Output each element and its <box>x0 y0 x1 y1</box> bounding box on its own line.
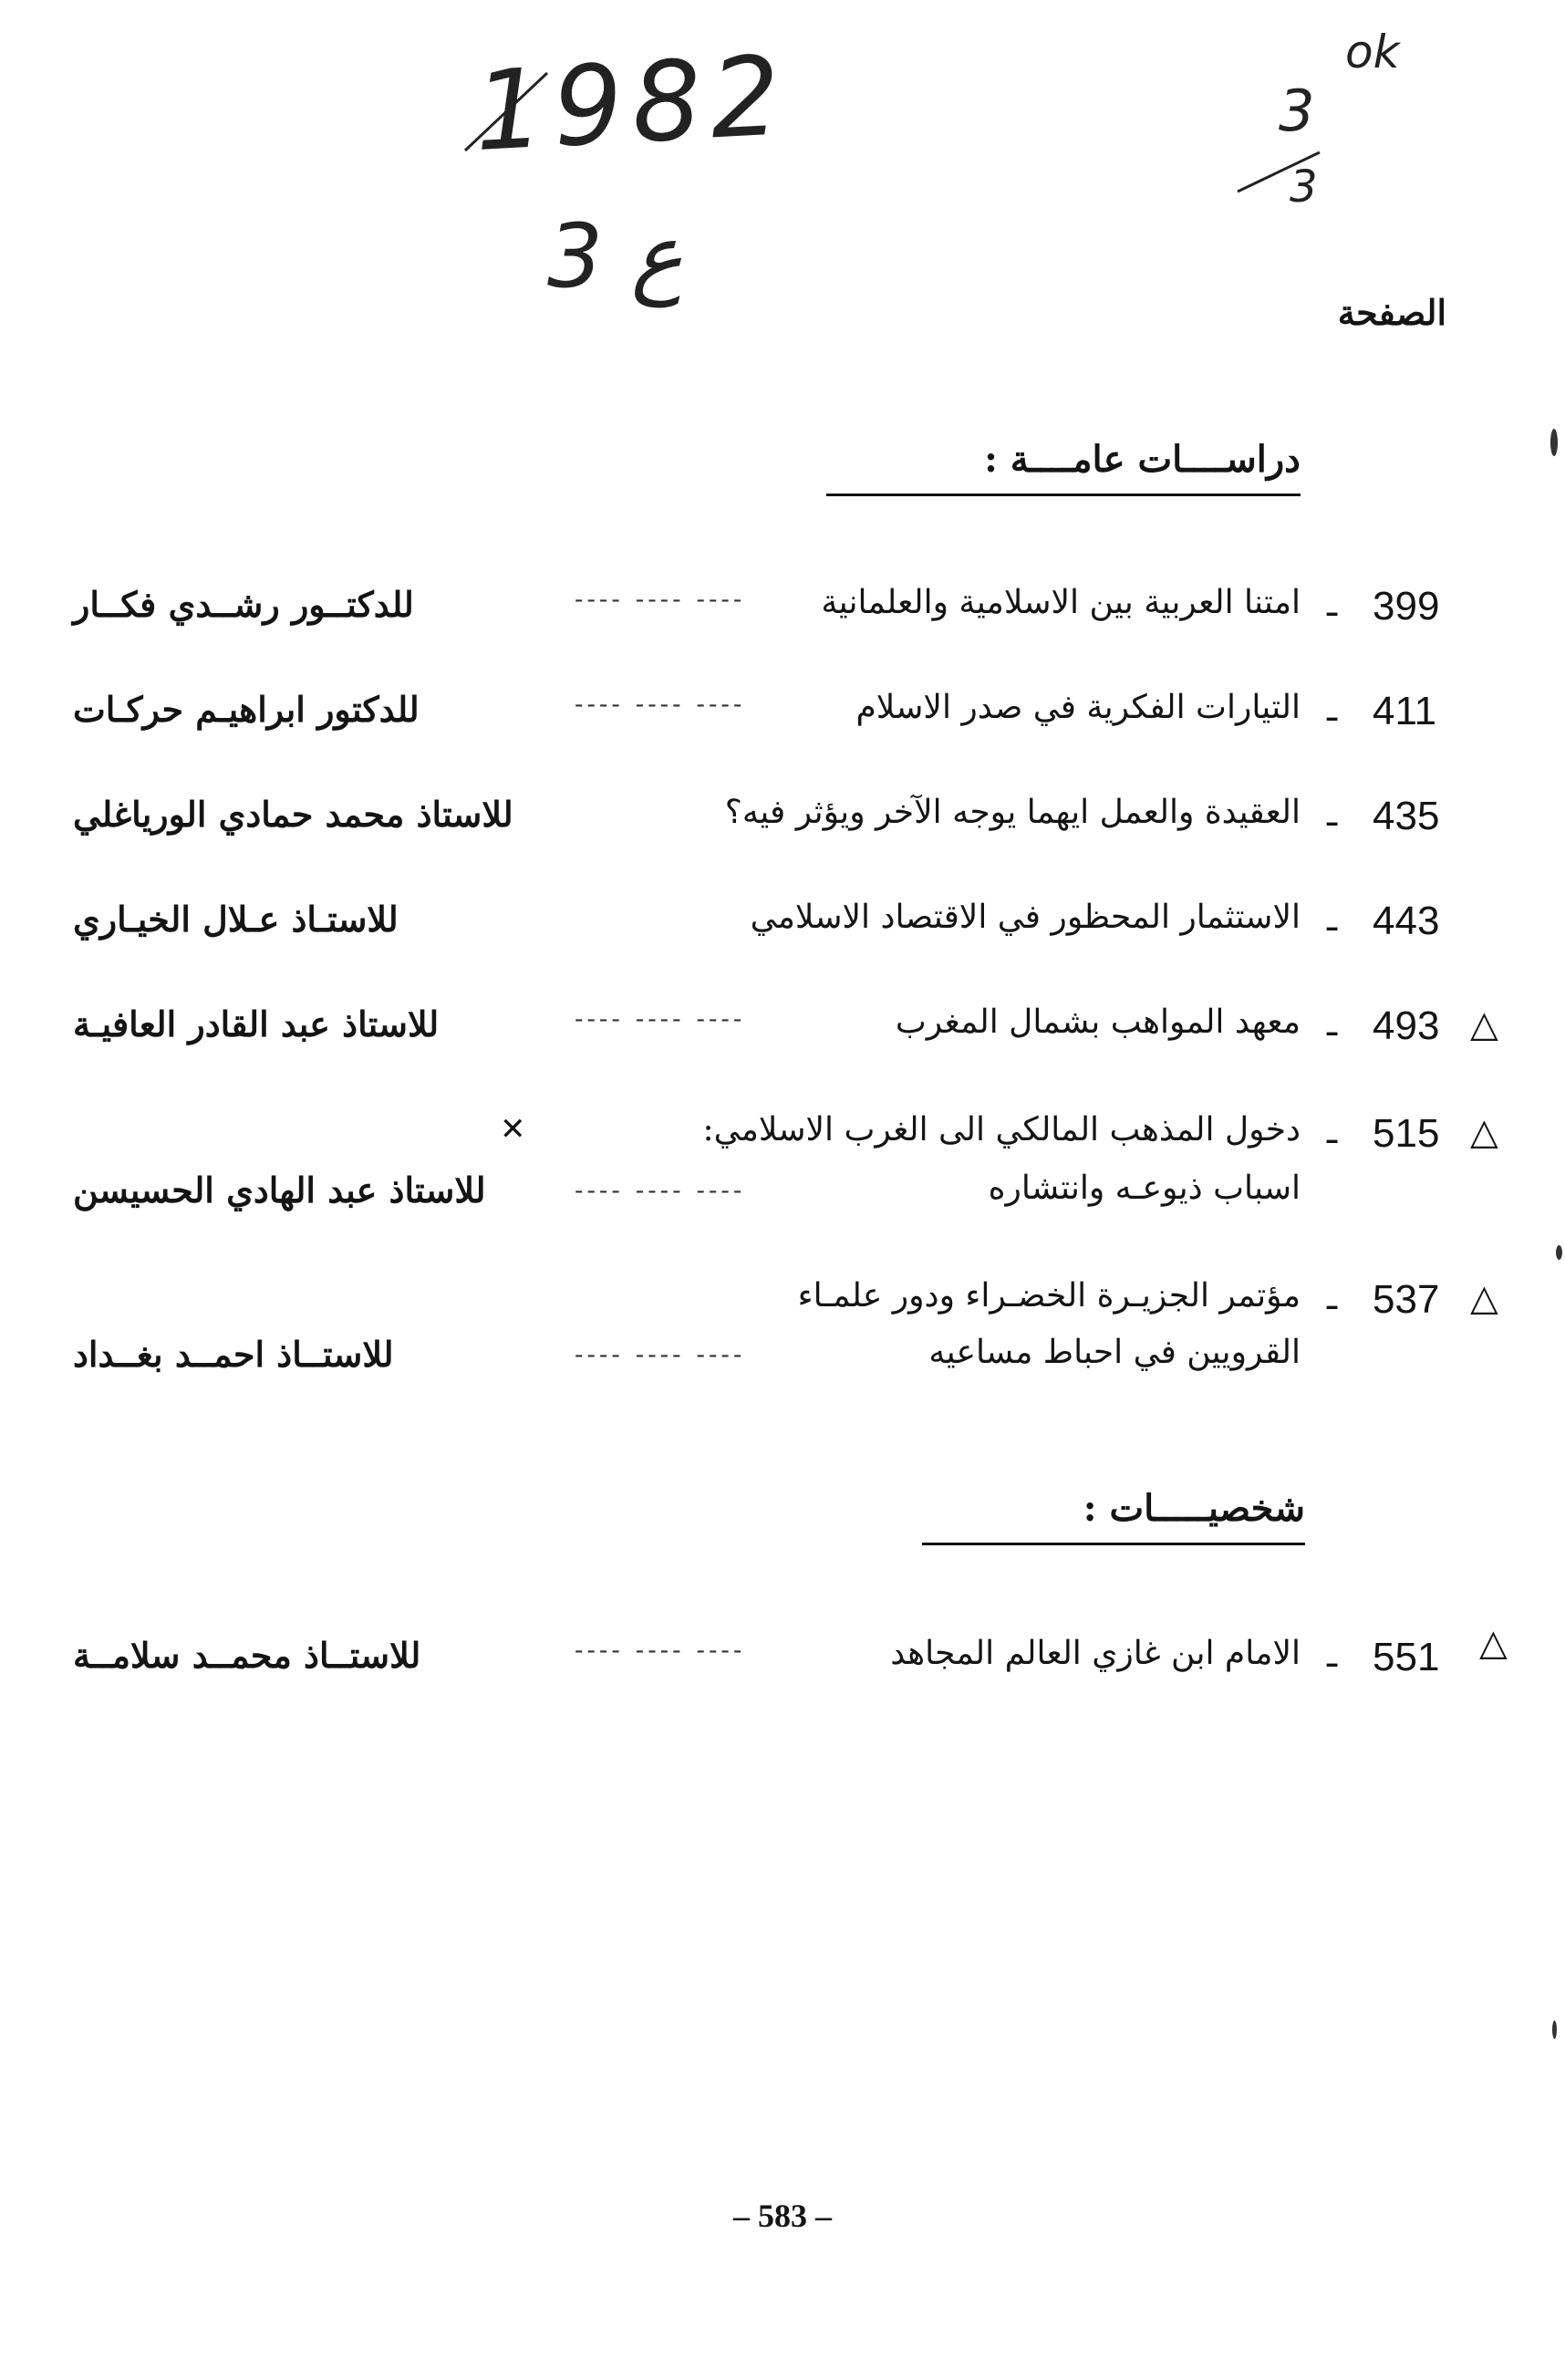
entry-dash: ـ <box>1327 584 1338 624</box>
entry-dash: ـ <box>1327 689 1338 729</box>
section-heading-personalities: شخصيـــــات : <box>922 1487 1305 1545</box>
toc-entry <box>0 899 1565 953</box>
entry-title: التيارات الفكرية في صدر الاسلام <box>855 689 1301 726</box>
entry-leader: ---- ---- ---- <box>575 1339 746 1369</box>
triangle-mark-icon: △ <box>1479 1622 1508 1664</box>
entry-page-number: 399 <box>1373 584 1440 629</box>
entry-title: الاستثمار المحظور في الاقتصاد الاسلامي <box>750 899 1301 936</box>
entry-author: للاستاذ عبد القادر العافيـة <box>73 1003 440 1044</box>
entry-dash: ـ <box>1327 1277 1338 1317</box>
entry-page-number: 411 <box>1373 689 1437 733</box>
handwritten-ok: ok <box>1345 26 1400 78</box>
entry-author: للدكتــور رشــدي فكــار <box>73 584 414 625</box>
triangle-mark-icon: △ <box>1470 1277 1498 1319</box>
scan-speck <box>1550 429 1558 456</box>
handwritten-code: 3 ع <box>547 205 683 307</box>
handwritten-fraction <box>1233 78 1333 214</box>
entry-dash: ـ <box>1327 794 1338 834</box>
entry-title: امتنا العربية بين الاسلامية والعلمانية <box>821 584 1301 621</box>
entry-dash: ـ <box>1327 899 1338 939</box>
entry-dash: ـ <box>1327 1635 1338 1675</box>
scan-speck <box>1556 1245 1562 1260</box>
toc-entry <box>0 689 1565 743</box>
entry-page-number: 515 <box>1373 1111 1440 1156</box>
entry-page-number: 551 <box>1373 1635 1440 1679</box>
handwritten-x-mark-icon: ✕ <box>500 1111 526 1148</box>
page-number: – 583 – <box>733 2198 832 2234</box>
entry-author: للاستاذ محمد حمادي الورياغلي <box>73 794 513 835</box>
entry-leader: ---- ---- ---- <box>575 689 746 719</box>
entry-title-continued: القرويين في احباط مساعيه <box>928 1334 1301 1371</box>
triangle-mark-icon: △ <box>1470 1111 1498 1153</box>
entry-leader: ---- ---- ---- <box>575 584 746 614</box>
entry-leader: ---- ---- ---- <box>575 1003 746 1034</box>
toc-entry <box>0 1003 1565 1058</box>
entry-title: معهد المواهب بشمال المغرب <box>895 1003 1301 1041</box>
entry-title-continued: اسباب ذيوعـه وانتشاره <box>988 1169 1301 1207</box>
section-heading-general-studies: دراســــات عامــــة : <box>826 438 1301 496</box>
entry-author: للاستاذ عبد الهادي الحسيسن <box>73 1169 486 1211</box>
toc-entry <box>0 584 1565 639</box>
scan-speck <box>1552 2021 1557 2039</box>
fraction-denominator: 3 <box>1290 161 1318 213</box>
entry-page-number: 493 <box>1373 1003 1440 1048</box>
entry-title: مؤتمر الجزيـرة الخضـراء ودور علمـاء <box>797 1277 1301 1315</box>
entry-author: للاستــاذ محمــد سلامــة <box>73 1635 421 1676</box>
entry-title: العقيدة والعمل ايهما يوجه الآخر ويؤثر فيه؟ <box>724 794 1301 831</box>
entry-author: للدكتور ابراهيـم حركـات <box>73 689 420 730</box>
entry-page-number: 443 <box>1373 899 1440 943</box>
toc-entry <box>0 1111 1565 1230</box>
entry-leader: ---- ---- ---- <box>575 1175 746 1205</box>
entry-dash: ـ <box>1327 1003 1338 1044</box>
entry-page-number: 435 <box>1373 794 1440 838</box>
entry-title: دخول المذهب المالكي الى الغرب الاسلامي: <box>702 1111 1301 1148</box>
page-column-label: الصفحة <box>1337 292 1446 333</box>
entry-author: للاستــاذ احمــد بغــداد <box>73 1334 394 1375</box>
handwritten-year: 1982 <box>471 33 793 176</box>
toc-entry <box>0 1277 1565 1396</box>
triangle-mark-icon: △ <box>1470 1003 1498 1045</box>
entry-dash: ـ <box>1327 1111 1338 1151</box>
entry-author: للاستـاذ عـلال الخيـاري <box>73 899 399 940</box>
year-stroke <box>456 64 565 155</box>
entry-page-number: 537 <box>1373 1277 1440 1322</box>
entry-title: الامام ابن غازي العالم المجاهد <box>890 1635 1301 1672</box>
entry-leader: ---- ---- ---- <box>575 1635 746 1665</box>
toc-entry <box>0 1622 1565 1689</box>
fraction-numerator: 3 <box>1279 78 1315 144</box>
toc-entry <box>0 794 1565 848</box>
